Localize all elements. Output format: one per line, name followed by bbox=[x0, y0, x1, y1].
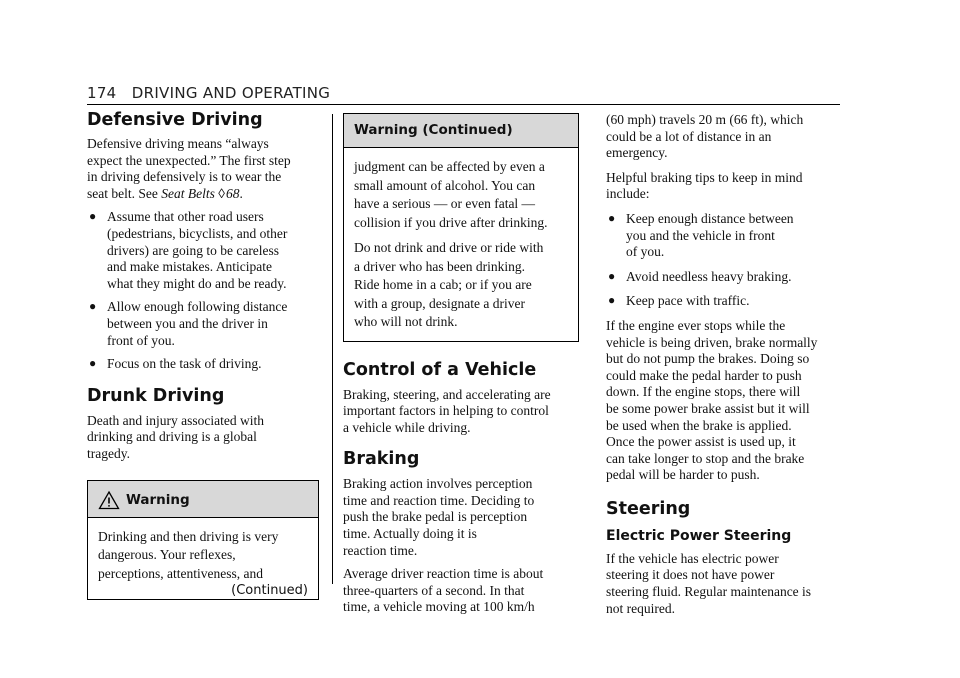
list-item: ● Keep enough distance between you and the vehicle in front of you. bbox=[608, 210, 794, 260]
heading-defensive-driving: Defensive Driving bbox=[87, 110, 263, 130]
warning-continued-header: Warning (Continued) bbox=[344, 114, 578, 148]
eps-text: If the vehicle has electric power steering it does not have power steering fluid. Regular maintenance is not required. bbox=[606, 550, 812, 616]
section-title: DRIVING AND OPERATING bbox=[131, 84, 331, 102]
continued-label: (Continued) bbox=[231, 583, 308, 598]
list-item: ● Avoid needless heavy braking. bbox=[608, 268, 792, 284]
engine-stop-text: If the engine ever stops while the vehicle is being driven, brake normally but do not pump the brakes. Doing so could make the pedal harder to push down. If the engine stops, there will be some power brake assist but it will be used when the brake is applied. Once the power assist is used up, it can take longer to stop and the brake pedal will be harder to push. bbox=[606, 317, 818, 483]
page-number: 174 bbox=[87, 84, 117, 102]
heading-drunk-driving: Drunk Driving bbox=[87, 385, 225, 406]
seat-belts-page[interactable]: 68 bbox=[226, 185, 240, 201]
running-header bbox=[87, 84, 330, 102]
column-3 bbox=[606, 112, 842, 617]
bullet-icon: ● bbox=[608, 268, 616, 283]
bullet-icon: ● bbox=[608, 210, 616, 225]
bullet-icon: ● bbox=[608, 293, 616, 308]
warning-triangle-icon bbox=[98, 490, 120, 510]
heading-control-of-vehicle: Control of a Vehicle bbox=[343, 359, 537, 380]
bullet-icon: ● bbox=[89, 299, 97, 314]
heading-steering: Steering bbox=[606, 498, 691, 519]
braking-text-1: Braking action involves perception time and reaction time. Deciding to push the brake pedal is perception time. Actually doing it is reaction time. bbox=[343, 476, 535, 558]
heading-electric-power-steering: Electric Power Steering bbox=[606, 527, 792, 544]
drunk-driving-text: Death and injury associated with drinking and driving is a global tragedy. bbox=[87, 412, 264, 461]
braking-continued: (60 mph) travels 20 m (66 ft), which could be a lot of distance in an emergency. bbox=[606, 112, 804, 161]
braking-tips bbox=[606, 211, 842, 310]
list-item: ● Focus on the task of driving. bbox=[89, 356, 262, 372]
column-2 bbox=[343, 113, 579, 616]
header-rule bbox=[87, 104, 840, 105]
warning-body: Drinking and then driving is very dangerous. Your reflexes, perceptions, attentiveness, and (Continued) bbox=[98, 528, 308, 598]
warning-title: Warning bbox=[126, 491, 190, 508]
defensive-bullets bbox=[87, 209, 319, 372]
page-ref-icon: ◊ bbox=[218, 185, 225, 201]
column-divider bbox=[332, 114, 333, 584]
column-1 bbox=[87, 110, 319, 600]
warning-box-header bbox=[88, 481, 318, 518]
bullet-icon: ● bbox=[89, 356, 97, 371]
seat-belts-link[interactable]: Seat Belts bbox=[161, 185, 215, 201]
bullet-icon: ● bbox=[89, 209, 97, 224]
warning-continued-body: judgment can be affected by even a small amount of alcohol. You can have a serious — or even fatal — collision if you drive after drinking. Do not drink and drive or ride with a driver who has been drinking. Ride home in a cab; or if you are with a group, designate a driver who will not drink. bbox=[354, 159, 548, 329]
list-item: ● Allow enough following distance between you and the driver in front of you. bbox=[89, 299, 288, 348]
tips-intro: Helpful braking tips to keep in mind include: bbox=[606, 169, 803, 202]
list-item: ● Keep pace with traffic. bbox=[608, 293, 750, 309]
warning-continued-box bbox=[343, 113, 579, 342]
heading-braking: Braking bbox=[343, 449, 420, 470]
braking-text-2: Average driver reaction time is about three-quarters of a second. In that time, a vehicle moving at 100 km/h bbox=[343, 566, 544, 615]
list-item: ● Assume that other road users (pedestrians, bicyclists, and other drivers) are going to be careless and make mistakes. Anticipate what they might do and be ready. bbox=[89, 209, 288, 291]
defensive-intro: Defensive driving means “always expect the unexpected.” The first step in driving defensively is to wear the seat belt. See Seat Belts ◊ 68. bbox=[87, 136, 291, 201]
control-text: Braking, steering, and accelerating are important factors in helping to control a vehicle while driving. bbox=[343, 386, 551, 435]
warning-box bbox=[87, 480, 319, 601]
